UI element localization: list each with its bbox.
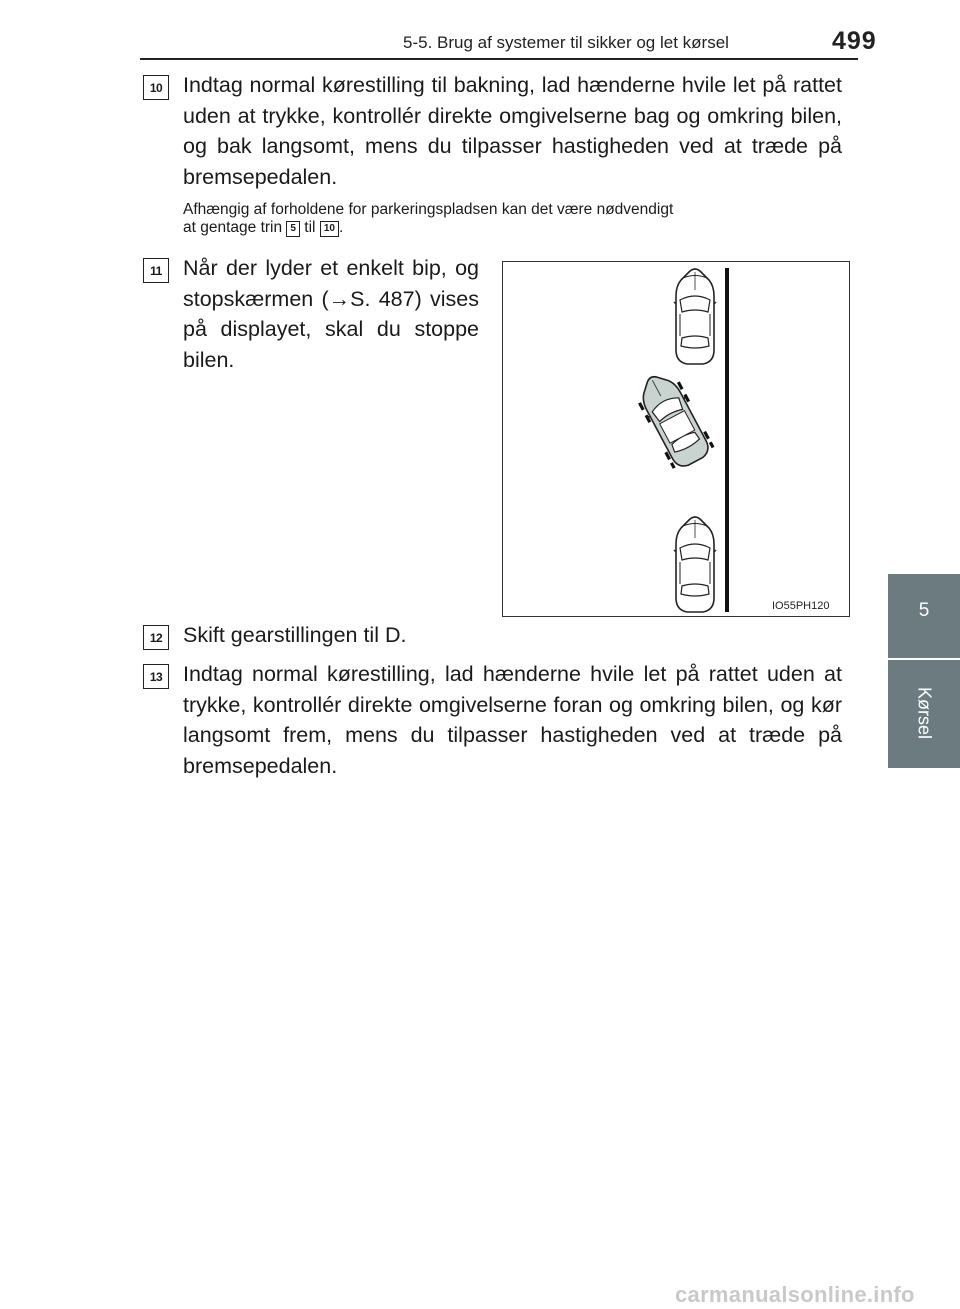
note-suffix: . [338,219,344,236]
parked-car-rear [674,517,716,612]
figure-caption: IO55PH120 [772,600,830,612]
chapter-number: 5 [918,600,930,621]
page-number: 499 [832,27,877,55]
header-divider [140,58,858,60]
section-title: 5-5. Brug af systemer til sikker og let kørsel [403,33,729,52]
step-13-text: Indtag normal kørestilling, lad hænderne hvile let på rattet uden at trykke, kontrollér direkte omgivelserne foran og omkring bilen, og kør langsomt frem, mens du tilpasser hastigheden ved at træde på bremsepedalen. [183,662,842,778]
ref-badge-5: 5 [286,221,300,237]
note-line-1: Afhængig af forholdene for parkeringspladsen kan det være nødvendigt [183,201,674,218]
ref-badge-10: 10 [320,221,339,237]
step-10-note [183,201,848,237]
reversing-car [632,367,715,472]
step-badge-12: 12 [143,625,169,650]
step-12-text: Skift gearstillingen til D. [183,623,407,647]
step-badge-10: 10 [143,75,169,100]
parking-diagram [503,262,850,617]
note-prefix: at gentage trin [183,219,283,236]
step-10-text: Indtag normal kørestilling til bakning, lad hænderne hvile let på rattet uden at trykke, kontrollér direkte omgivelserne bag og omkring bilen, og bak langsomt, mens du tilpasser hastigheden ved at træde på bremsepedalen. [183,73,842,189]
parking-illustration [502,261,850,617]
step-badge-13: 13 [143,664,169,689]
step-badge-11: 11 [143,258,169,283]
note-middle: til [304,219,316,236]
watermark: carmanualsonline.info [675,1282,915,1307]
chapter-label: Kørsel [914,686,935,740]
step-11-text: Når der lyder et enkelt bip, og stopskærmen (→S. 487) vises på displayet, skal du stoppe bilen. [183,256,479,372]
parked-car-front [674,269,716,364]
note-line-2 [183,219,848,237]
